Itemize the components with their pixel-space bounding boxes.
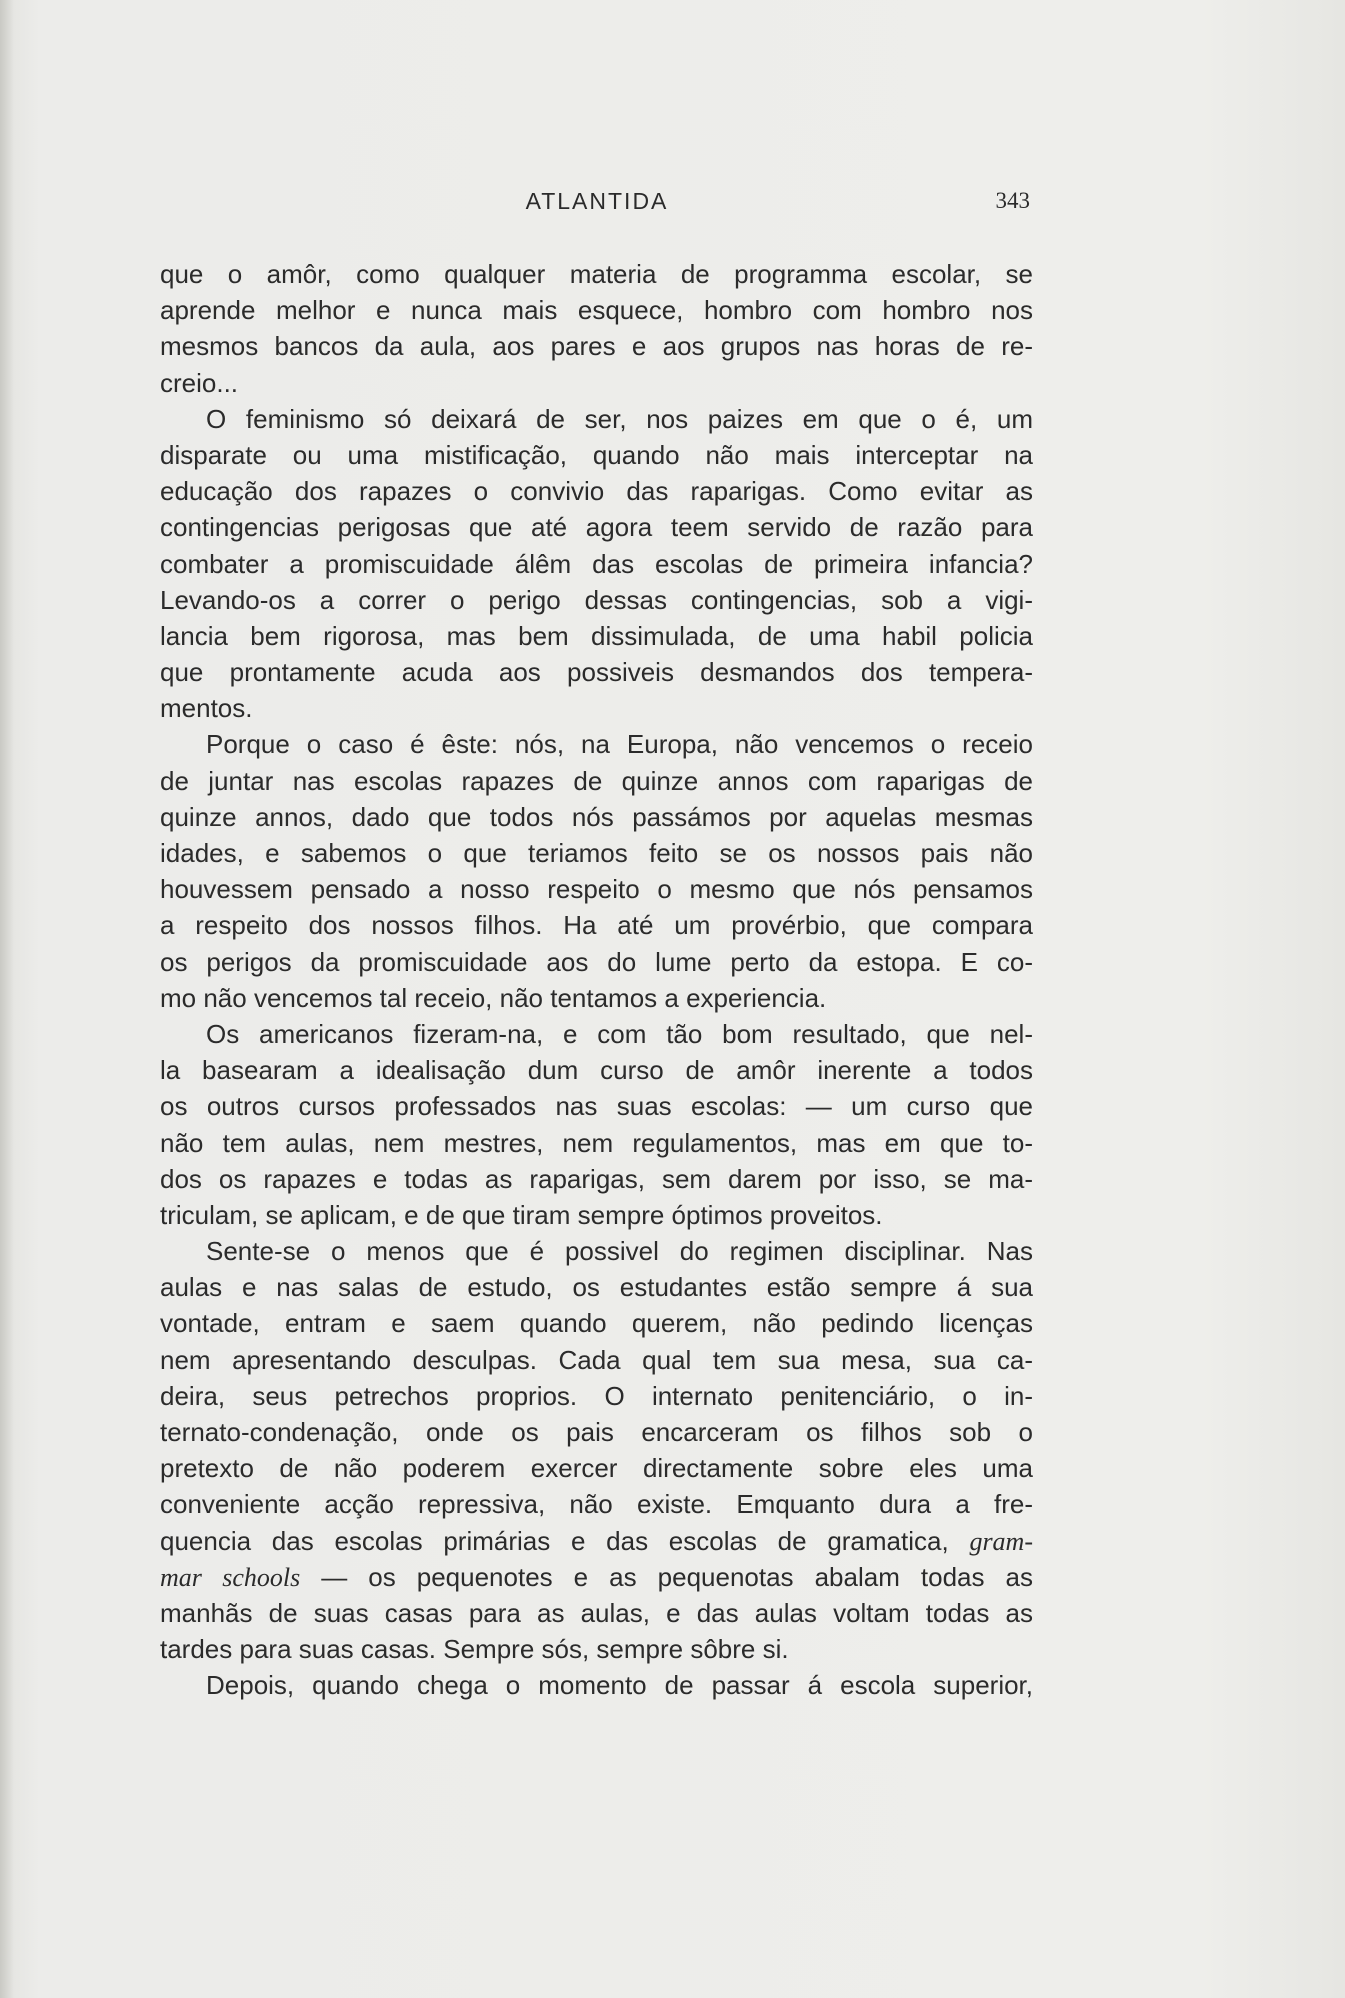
page-number: 343: [995, 188, 1030, 213]
text-line: [160, 835, 1033, 871]
line-text: contingencias perigosas que até agora teem servido de razão para: [160, 512, 1033, 543]
text-line: [160, 328, 1033, 364]
line-text: pretexto de não poderem exercer directamente sobre eles uma: [160, 1453, 1033, 1484]
line-text: conveniente acção repressiva, não existe. Emquanto dura a fre-: [160, 1489, 1033, 1520]
line-text: educação dos rapazes o convivio das raparigas. Como evitar as: [160, 476, 1033, 507]
text-line: [160, 509, 1033, 545]
text-line: [160, 1523, 1033, 1559]
italic-text: gram-: [969, 1526, 1033, 1556]
text-line: [160, 1486, 1033, 1522]
line-text: nem apresentando desculpas. Cada qual tem sua mesa, sua ca-: [160, 1344, 1033, 1375]
text-line: [160, 1631, 1033, 1667]
line-text: Porque o caso é êste: nós, na Europa, não vencemos o receio: [206, 729, 1033, 760]
text-line: [160, 726, 1033, 762]
text-line: [160, 1197, 1033, 1233]
line-text: disparate ou uma mistificação, quando não mais interceptar na: [160, 439, 1033, 470]
text-line: [160, 907, 1033, 943]
text-line: [160, 1342, 1033, 1378]
spine-shadow: [0, 0, 14, 1998]
text-line: [160, 654, 1033, 690]
text-line: [160, 1667, 1033, 1703]
running-head: [164, 188, 1030, 218]
line-text: não tem aulas, nem mestres, nem regulamentos, mas em que to-: [160, 1127, 1033, 1158]
line-text: os perigos da promiscuidade aos do lume perto da estopa. E co-: [160, 946, 1033, 977]
line-text: la basearam a idealisação dum curso de amôr inerente a todos: [160, 1055, 1033, 1086]
line-text: Depois, quando chega o momento de passar á escola superior,: [206, 1670, 1033, 1701]
line-text: mesmos bancos da aula, aos pares e aos grupos nas horas de re-: [160, 331, 1033, 362]
line-text: dos os rapazes e todas as raparigas, sem darem por isso, se ma-: [160, 1163, 1033, 1194]
line-text: lancia bem rigorosa, mas bem dissimulada, de uma habil policia: [160, 620, 1033, 651]
line-text: houvessem pensado a nosso respeito o mesmo que nós pensamos: [160, 874, 1033, 905]
text-line: [160, 1233, 1033, 1269]
italic-text: mar schools: [160, 1562, 301, 1592]
text-line: [160, 1016, 1033, 1052]
line-text: creio...: [160, 367, 239, 398]
line-text: Os americanos fizeram-na, e com tão bom resultado, que nel-: [206, 1018, 1033, 1049]
text-line: [160, 871, 1033, 907]
line-text: quinze annos, dado que todos nós passámos por aquelas mesmas: [160, 801, 1033, 832]
text-line: [160, 1414, 1033, 1450]
text-line: [160, 292, 1033, 328]
text-line: [160, 437, 1033, 473]
line-text: mo não vencemos tal receio, não tentamos a experiencia.: [160, 982, 827, 1013]
text-line: [160, 618, 1033, 654]
text-line: [160, 1595, 1033, 1631]
text-line: [160, 401, 1033, 437]
text-line: [160, 582, 1033, 618]
line-text: que o amôr, como qualquer materia de programma escolar, se: [160, 259, 1033, 289]
text-line: [160, 1450, 1033, 1486]
line-text: que prontamente acuda aos possiveis desmandos dos tempera-: [160, 657, 1033, 688]
line-text-after: — os pequenotes e as pequenotas abalam todas as: [300, 1561, 1033, 1592]
line-text: aulas e nas salas de estudo, os estudantes estão sempre á sua: [160, 1272, 1033, 1303]
text-line: [160, 256, 1033, 292]
line-text: de juntar nas escolas rapazes de quinze annos com raparigas de: [160, 765, 1033, 796]
running-title: ATLANTIDA: [525, 188, 669, 214]
line-text: idades, e sabemos o que teriamos feito se os nossos pais não: [160, 838, 1033, 868]
line-text: Sente-se o menos que é possivel do regimen disciplinar. Nas: [206, 1236, 1033, 1267]
body-text: [160, 256, 1033, 1704]
text-line: [160, 944, 1033, 980]
text-line: [160, 1305, 1033, 1341]
text-line: [160, 473, 1033, 509]
text-line: [160, 799, 1033, 835]
text-line: [160, 546, 1033, 582]
text-line: [160, 365, 1033, 401]
line-text: os outros cursos professados nas suas escolas: — um curso que: [160, 1091, 1033, 1122]
line-text: O feminismo só deixará de ser, nos paizes em que o é, um: [206, 403, 1033, 434]
line-text: vontade, entram e saem quando querem, não pedindo licenças: [160, 1308, 1033, 1339]
text-line: [160, 1378, 1033, 1414]
text-line: [160, 1052, 1033, 1088]
line-text: deira, seus petrechos proprios. O internato penitenciário, o in-: [160, 1380, 1033, 1411]
line-text: triculam, se aplicam, e de que tiram sempre óptimos proveitos.: [160, 1199, 883, 1230]
line-text: tardes para suas casas. Sempre sós, sempre sôbre si.: [160, 1634, 789, 1665]
line-text: mentos.: [160, 693, 253, 724]
line-text: a respeito dos nossos filhos. Ha até um provérbio, que compara: [160, 910, 1033, 941]
text-line: [160, 1125, 1033, 1161]
text-line: [160, 1088, 1033, 1124]
line-text: quencia das escolas primárias e das escolas de gramatica,: [160, 1525, 970, 1556]
text-line: [160, 763, 1033, 799]
line-text: manhãs de suas casas para as aulas, e das aulas voltam todas as: [160, 1597, 1033, 1628]
text-line: [160, 1161, 1033, 1197]
line-text: combater a promiscuidade álêm das escolas de primeira infancia?: [160, 548, 1033, 579]
line-text: ternato-condenação, onde os pais encarceram os filhos sob o: [160, 1417, 1033, 1447]
text-line: [160, 690, 1033, 726]
text-line: [160, 980, 1033, 1016]
text-line: [160, 1269, 1033, 1305]
line-text: aprende melhor e nunca mais esquece, hombro com hombro nos: [160, 295, 1033, 326]
text-line: [160, 1559, 1033, 1595]
line-text: Levando-os a correr o perigo dessas contingencias, sob a vigi-: [160, 584, 1033, 615]
